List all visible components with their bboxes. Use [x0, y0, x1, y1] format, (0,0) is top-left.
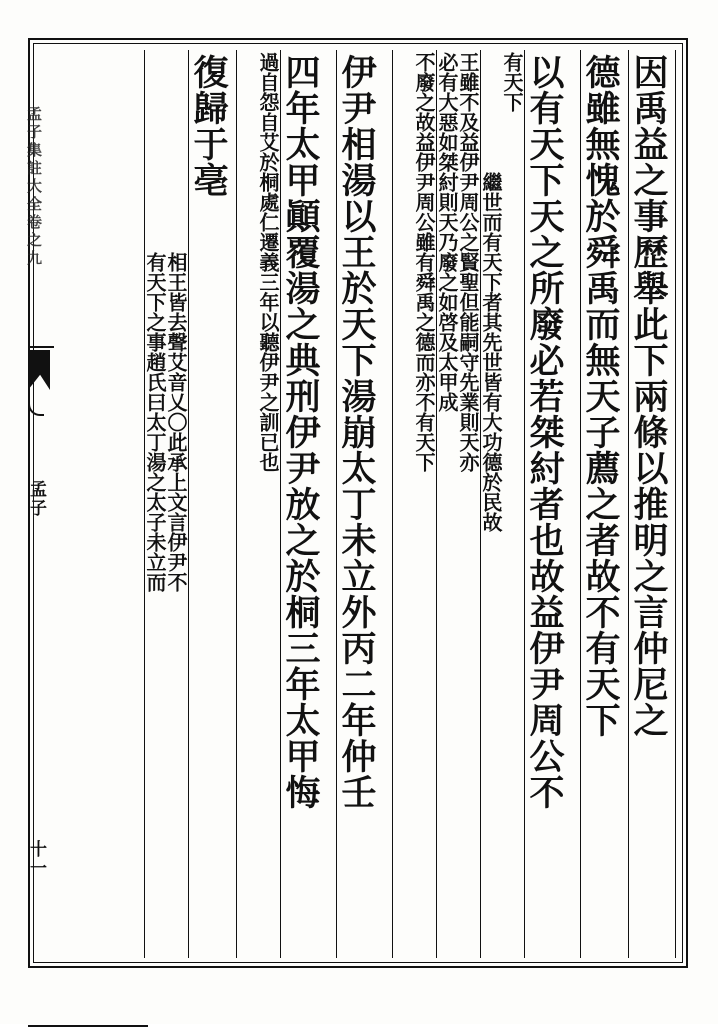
text-column-3 [524, 50, 580, 958]
commentary-line-b [239, 52, 257, 958]
column-main-text: 復歸于亳 [188, 54, 229, 198]
commentary-pair [143, 52, 188, 958]
commentary-line-b: 繼世而有天下者其先世皆有大功德於民故 [479, 172, 503, 532]
text-column-7 [336, 50, 392, 958]
column-main-text: 以有天下天之所廢必若桀紂者也故益伊尹周公不 [524, 54, 565, 810]
commentary-line-b: 必有大惡如桀紂則天乃廢之如啓及太甲成 [435, 52, 459, 412]
text-column-5 [436, 50, 480, 958]
text-columns [40, 50, 676, 958]
column-main-text: 因禹益之事歷舉此下兩條以推明之言仲尼之 [628, 54, 669, 738]
text-column-6 [392, 50, 436, 958]
commentary-line-b [395, 52, 413, 958]
text-column-10 [188, 50, 236, 958]
commentary-line-a: 過自怨自艾於桐處仁遷義三年以聽伊尹之訓已也 [256, 52, 280, 472]
commentary-line-a: 不廢之故益伊尹周公雖有舜禹之德而亦不有天下 [412, 52, 436, 472]
text-column-1 [628, 50, 676, 958]
text-column-8 [280, 50, 336, 958]
commentary-line-a: 相王皆去聲艾音乂〇此承上文言伊尹不 [164, 252, 188, 592]
commentary-line-a: 有天下 [500, 52, 524, 112]
commentary-pair [395, 52, 434, 958]
text-column-2 [580, 50, 628, 958]
margin-book-title: 孟子集註大全卷之九 [25, 106, 43, 268]
commentary-line-a: 王雖不及益伊尹周公之賢聖但能嗣守先業則天亦 [456, 52, 480, 472]
commentary-pair [239, 52, 278, 958]
margin-chapter-label: 孟子 [26, 480, 46, 518]
column-main-text: 德雖無愧於舜禹而無天子薦之者故不有天下 [580, 54, 621, 738]
page-margin [0, 50, 46, 958]
text-column-4 [480, 50, 524, 958]
column-main-text: 伊尹相湯以王於天下湯崩太丁未立外丙二年仲壬 [336, 54, 377, 810]
commentary-line-b: 有天下之事趙氏曰太丁湯之太子未立而 [143, 252, 167, 592]
column-main-text: 四年太甲顚覆湯之典刑伊尹放之於桐三年太甲悔 [280, 54, 321, 810]
commentary-pair [479, 52, 524, 958]
text-column-11 [144, 50, 188, 958]
margin-page-number: 十一 [26, 840, 46, 878]
commentary-pair [435, 52, 480, 958]
text-column-9 [236, 50, 280, 958]
